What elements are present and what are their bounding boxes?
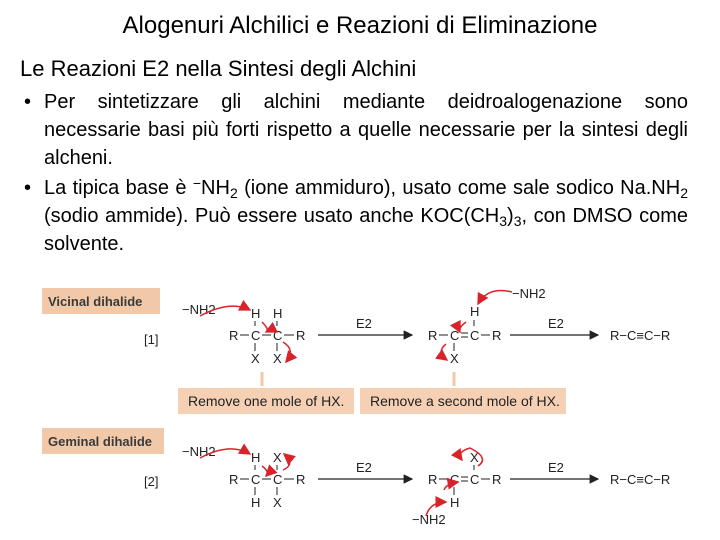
bullet-2-part5: , con DMSO come solvente. — [44, 205, 688, 255]
e2-label: E2 — [548, 316, 564, 331]
c-atom: C — [251, 328, 261, 343]
bullet-2-part4: ) — [507, 205, 514, 227]
bullet-item-1 — [22, 88, 688, 172]
eq2-label: [2] — [144, 474, 159, 489]
bullet-2-sup: − — [192, 175, 202, 191]
x-atom: X — [450, 351, 459, 366]
bullet-dot: • — [24, 177, 32, 199]
x-atom: X — [273, 450, 282, 465]
base-nh2-3: −NH2 — [182, 444, 216, 459]
e2-reaction-diagram — [0, 280, 720, 540]
c-atom: C — [273, 472, 283, 487]
bullet-2-part1: La tipica base è — [44, 177, 193, 199]
e2-label: E2 — [356, 316, 372, 331]
r-group: R — [296, 328, 306, 343]
bullet-2-part2: (ione ammiduro), usato come sale sodico Na.NH — [237, 177, 681, 199]
eq1-label: [1] — [144, 332, 159, 347]
bullet-2-sub1: 2 — [229, 185, 238, 201]
curved-arrow — [283, 342, 290, 362]
vicinal-label: Vicinal dihalide — [48, 294, 143, 309]
slide-subtitle: Le Reazioni E2 nella Sintesi degli Alchini — [20, 56, 417, 81]
base-nh2-1: −NH2 — [182, 302, 216, 317]
bullet-2-nh: NH — [201, 177, 230, 199]
curved-arrow — [262, 322, 267, 332]
step2-text: Remove a second mole of HX. — [370, 393, 560, 409]
h-atom: H — [251, 450, 261, 465]
x-atom: X — [273, 495, 282, 510]
curved-arrow — [460, 322, 466, 332]
geminal-label: Geminal dihalide — [48, 434, 153, 449]
bullet-list — [22, 88, 688, 260]
x-atom: X — [470, 450, 479, 465]
c-atom: C — [470, 472, 480, 487]
h-atom: H — [273, 306, 283, 321]
e2-label: E2 — [548, 460, 564, 475]
slide-title: Alogenuri Alchilici e Reazioni di Eliminazione — [122, 12, 598, 39]
h-atom: H — [470, 304, 480, 319]
bullet-dot: • — [24, 91, 32, 113]
base-nh2-4: −NH2 — [412, 512, 446, 527]
r-group: R — [428, 472, 438, 487]
r-group: R — [229, 472, 239, 487]
c-atom: C — [273, 328, 283, 343]
h-atom: H — [251, 495, 261, 510]
r-group: R — [428, 328, 438, 343]
bullet-2-part3: (sodio ammide). Può essere usato anche KOC(CH — [44, 205, 500, 227]
h-atom: H — [450, 495, 460, 510]
c-atom: C — [450, 472, 460, 487]
alkyne-product: R−C≡C−R — [610, 472, 671, 487]
r-group: R — [296, 472, 306, 487]
x-atom: X — [251, 351, 260, 366]
bullet-item-2 — [22, 174, 688, 258]
bullet-2-sub2: 2 — [680, 185, 688, 201]
x-atom: X — [273, 351, 282, 366]
curved-arrow — [478, 291, 512, 305]
c-atom: C — [450, 328, 460, 343]
curved-arrow — [441, 344, 447, 360]
r-group: R — [492, 472, 502, 487]
curved-arrow — [283, 454, 290, 470]
c-atom: C — [251, 472, 261, 487]
base-nh2-2: −NH2 — [512, 286, 546, 301]
curved-arrow — [262, 466, 267, 476]
e2-label: E2 — [356, 460, 372, 475]
c-atom: C — [470, 328, 480, 343]
alkyne-product: R−C≡C−R — [610, 328, 671, 343]
step1-text: Remove one mole of HX. — [188, 393, 345, 409]
bullet-text-1: Per sintetizzare gli alchini mediante deidroalogenazione sono necessarie basi più forti rispetto a quelle necessarie per la sintesi degli alcheni. — [44, 91, 688, 169]
r-group: R — [492, 328, 502, 343]
bullet-2-sub3: 3 — [499, 213, 508, 229]
r-group: R — [229, 328, 239, 343]
bullet-2-sub4: 3 — [513, 213, 522, 229]
h-atom: H — [251, 306, 261, 321]
